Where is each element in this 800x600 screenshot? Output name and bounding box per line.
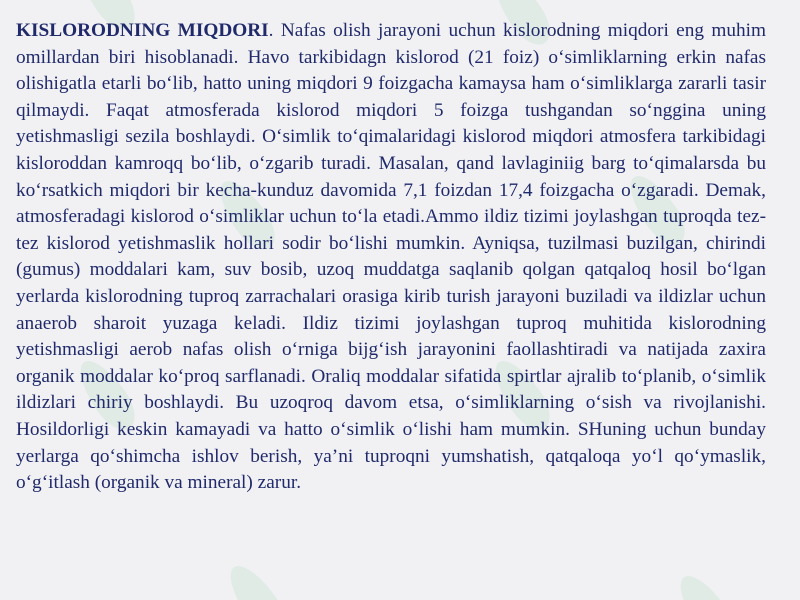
watermark-leaf-shape: [670, 567, 744, 600]
section-heading: KISLORODNING MIQDORI: [16, 20, 269, 41]
document-text: [16, 18, 766, 497]
paragraph-body: . Nafas olish jarayoni uchun kislorodning miqdori eng muhim omillardan biri hisoblanadi. Havo tarkibidagn kislorod (21 foiz) o‘simliklarning erkin nafas olishigatla etarli bo‘lib, hatto uning miqdori 9 foizgacha kamaysa ham o‘simliklarga zararli tasir qilmaydi. Faqat atmosferada kislorod miqdori 5 foizga tushgandan so‘nggina uning yetishmasligi sezila boshlaydi. O‘simlik to‘qimalaridagi kislorod miqdori atmosfera tarkibidagi kisloroddan kamroqq bo‘lib, o‘zgarib turadi. Masalan, qand lavlaginiig barg to‘qimalarsda bu ko‘rsatkich miqdori bir kecha-kunduz davomida 7,1 foizdan 17,4 foizgacha o‘zgaradi. Demak, atmosferadagi kislorod o‘simliklar uchun to‘la etadi.Ammo ildiz tizimi joylashgan tuproqda tez-tez kislorod yetishmaslik hollari sodir bo‘lishi mumkin. Ayniqsa, tuzilmasi buzilgan, chirindi (gumus) moddalari kam, suv bosib, uzoq muddatga saqlanib qolgan qatqaloq hosil bo‘lgan yerlarda kislorodning tuproq zarrachalari orasiga kirib turish jarayoni buziladi va ildizlar uchun anaerob sharoit yuzaga keladi. Ildiz tizimi joylashgan tuproq muhitida kislorodning yetishmasligi aerob nafas olish o‘rniga bijg‘ish jarayonini faollashtiradi va natijada zaxira organik moddalar ko‘proq sarflanadi. Oraliq moddalar sifatida spirtlar ajralib to‘planib, o‘simlik ildizlari chiriy boshlaydi. Bu uzoqroq davom etsa, o‘simliklarning o‘sish va rivojlanishi. Hosildorligi keskin kamayadi va hatto o‘simlik o‘lishi ham mumkin. SHuning uchun bunday yerlarga qo‘shimcha ishlov berish, ya’ni tuproqni yumshatish, qatqaloqa yo‘l qo‘ymaslik, o‘g‘itlash (organik va mineral) zarur.: [16, 20, 766, 494]
watermark-leaf-shape: [220, 557, 294, 600]
